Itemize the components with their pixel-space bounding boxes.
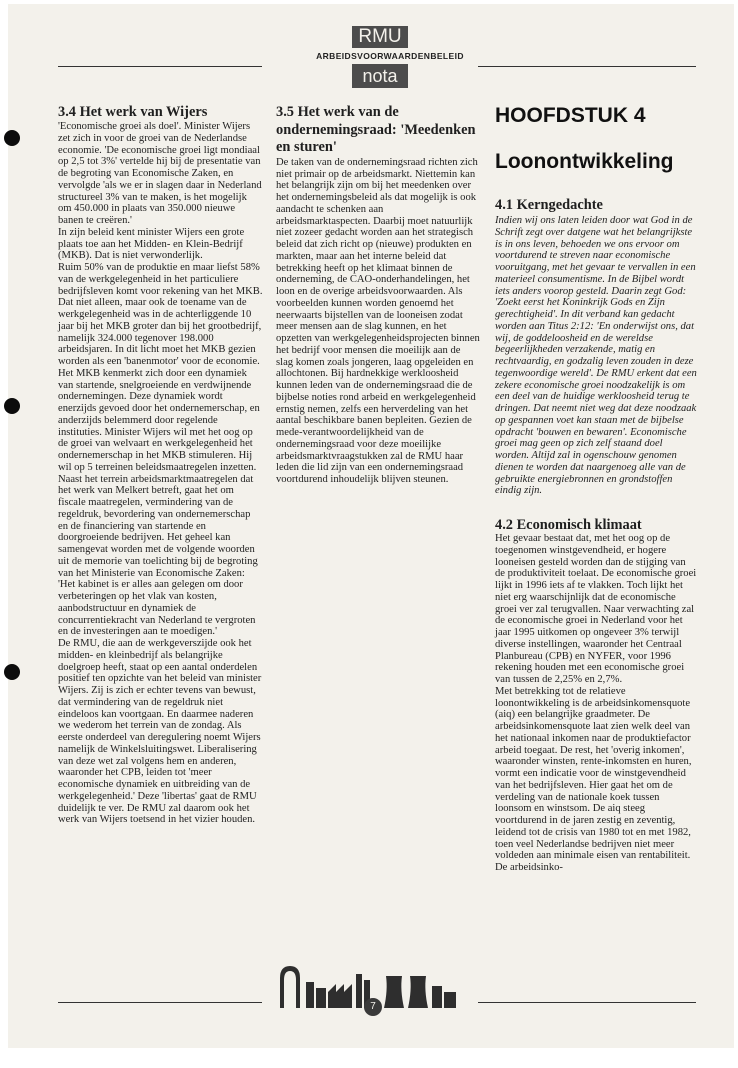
paragraph: De RMU, die aan de werkgeverszijde ook het midden- en kleinbedrijf als belangrijke doelgroep heeft, staat op een aantal onderdelen positief ten opzichte van het beleid van minister Wijers. Zij is zich er echter tevens van bewust, dat vermindering van de regeldruk niet eindeloos kan voortgaan. En daarmee naderen we wederom het terrein van de zondag. Als eerste onderdeel van deregulering noemt Wijers namelijk de Winkelsluitingswet. Liberalisering van deze wet zal volgens hem en anderen, waaronder het CPB, leiden tot 'meer economische dynamiek en uitbreiding van de werkgelegenheid.' Deze 'libertas' gaat de RMU duidelijk te ver. De RMU zal daarom ook het werk van Wijers toetsend in het vizier houden. xyxy=(58,638,262,826)
footer-rule-right xyxy=(478,1002,696,1003)
chapter-title: Loonontwikkeling xyxy=(495,150,674,173)
footer-rule-left xyxy=(58,1002,262,1003)
logo-band-text: ARBEIDSVOORWAARDENBELEID xyxy=(316,51,464,61)
section-title: 3.4 Het werk van Wijers xyxy=(58,104,208,120)
section-title: 4.1 Kerngedachte xyxy=(495,197,603,213)
column-left xyxy=(58,104,263,826)
paragraph: Het MKB kenmerkt zich door een dynamiek van startende, snelgroeiende en verdwijnende ondernemingen. Deze dynamiek wordt enerzijds gevoed door het ondernemerschap, en anderzijds belemmerd door regelende instituties. Minister Wijers wil met het oog op de groei van welvaart en werkgelegenheid het ondernemerschap in het MKB stimuleren. Hij wil op 5 terreinen beleidsmaatregelen inzetten. Naast het terrein arbeidsmarktmaatregelen dat het werk van Melkert betreft, gaat het om fiscale maatregelen, vermindering van de regeldruk, bevordering van ondernemerschap en de financiering van startende en doorgroeiende bedrijven. Het geheel kan samengevat worden met de volgende woorden uit de memorie van toelichting bij de begroting van het Ministerie van Economische Zaken: 'Het kabinet is er alles aan gelegen om door verbeteringen op het vlak van kosten, aanbodstructuur en dynamiek de concurrentiekracht van Nederland te vergroten en de investeringen aan te moedigen.' xyxy=(58,367,260,638)
rmu-nota-logo xyxy=(316,26,490,90)
logo-nota: nota xyxy=(352,64,408,88)
column-right xyxy=(495,104,698,874)
punch-hole xyxy=(4,130,20,146)
paragraph: De taken van de ondernemingsraad richten zich niet primair op de arbeidsmarkt. Niettemin kan het belangrijk zijn om bij het meedenken over het ondernemingsbeleid als dat mogelijk is ook aandacht te schenken aan arbeidsmarktaspecten. Daarbij moet natuurlijk niet zozeer gedacht worden aan het strategisch beleid dat zich richt op (nieuwe) produkten en markten, maar aan het interne beleid dat betrekking heeft op het klimaat binnen de onderneming, de CAO-onderhandelingen, het loon en de overige arbeidsvoorwaarden. Als voorbeelden kunnen worden genoemd het neerwaarts bijstellen van de looneisen zodat meer mensen aan de slag kunnen, en het opzetten van werkgelegenheidsprojecten binnen het bedrijf voor mensen die moeilijk aan de slag komen zoals jongeren, laag opgeleiden en allochtonen. Bij hardnekkige werkloosheid kunnen leden van de ondernemingsraad die de bijbelse noties rond arbeid en werkgelegenheid ernstig nemen, zelfs een herverdeling van het aantal beschikbare banen bepleiten. Gezien de mede-verantwoordelijkheid van de ondernemingsraad voor deze moeilijke arbeidsmarktvraagstukken zal de RMU haar leden die lid zijn van een ondernemingsraad voortdurend inhoudelijk blijven steunen. xyxy=(276,156,480,486)
logo-rmu: RMU xyxy=(352,26,408,48)
paragraph: In zijn beleid kent minister Wijers een grote plaats toe aan het Midden- en Klein-Bedrijf (MKB). Dat is niet verwonderlijk. xyxy=(58,226,245,262)
chapter-label: HOOFDSTUK 4 xyxy=(495,104,646,127)
punch-hole xyxy=(4,398,20,414)
column-middle xyxy=(276,104,480,486)
page-number: 7 xyxy=(364,998,382,1016)
punch-hole xyxy=(4,664,20,680)
header-rule-left xyxy=(58,66,262,67)
section-title: 4.2 Economisch klimaat xyxy=(495,517,642,533)
section-title: 3.5 Het werk van de ondernemingsraad: 'Meedenken en sturen' xyxy=(276,104,476,156)
paragraph: Het gevaar bestaat dat, met het oog op de toegenomen winstgevendheid, er hogere looneisen gesteld worden dan de stijging van de produktiviteit toelaat. De economische groei lijkt in 1996 iets af te vlakken. Toch lijkt het niet erg waarschijnlijk dat de economische groei ver zal terugvallen. Naar verwachting zal de economische groei in Nederland voor het jaar 1995 uitkomen op ongeveer 3% terwijl diverse instellingen, waaronder het Centraal Planbureau (CPB) en NYFER, voor 1996 rekening houden met een economische groei van tussen de 2,25% en 2,7%. xyxy=(495,533,697,685)
paragraph: 'Economische groei als doel'. Minister Wijers zet zich in voor de groei van de Nederlandse economie. 'De economische groei ligt mondiaal op 2,5 tot 3%' vertelde hij bij de presentatie van de begroting van Economische Zaken, en vervolgde 'als we er in slagen daar in Nederland structureel 3% van te maken, is het mogelijk om 450.000 in plaats van 350.000 nieuwe banen te creëren.' xyxy=(58,121,262,226)
header-rule-right xyxy=(478,66,696,67)
paragraph: Ruim 50% van de produktie en maar liefst 58% van de werkgelegenheid in het particuliere bedrijfsleven komt voor rekening van het MKB. Dat niet alleen, maar ook de toename van de werkgelegenheid was in de achterliggende 10 jaar bij het MKB groter dan bij het grootbedrijf, namelijk 324.000 tegenover 198.000 arbeidsjaren. In dit licht moet het MKB gezien worden als een 'banenmotor' voor de economie. xyxy=(58,262,263,367)
italic-paragraph: Indien wij ons laten leiden door wat God in de Schrift zegt over datgene wat het belangrijkste is in ons leven, behoeden we ons ervoor om voortdurend te streven naar economische vooruitgang, met het gevaar te vervallen in een materieel consumentisme. In de Bijbel wordt iets anders voorop gesteld. Daarin zegt God: 'Zoekt eerst het Koninkrijk Gods en Zijn gerechtigheid'. In dit verband kan gedacht worden aan Titus 2:12: 'En onderwijst ons, dat wij, de goddeloosheid en de wereldse begeerlijkheden verzakende, matig en rechtvaardig, en godzalig leven zouden in deze tegenwoordige wereld'. De RMU erkent dat een zekere economische groei noodzakelijk is om een deel van de huidige werkloosheid terug te dringen. Dat neemt niet weg dat deze noodzaak op gespannen voet kan staan met de bijbelse opdracht 'bouwen en bewaren'. Economische groei mag geen op zich zelf staand doel worden. Altijd zal in ogenschouw genomen dienen te worden dat naargenoeg alle van de gebruikte energiebronnen en grondstoffen eindig zijn. xyxy=(495,215,697,497)
paragraph: Met betrekking tot de relatieve loonontwikkeling is de arbeidsinkomensquote (aiq) een belangrijke graadmeter. De arbeidsinkomensquote laat zien welk deel van het nationaal inkomen naar de produktiefactor arbeid toegaat. De rest, het 'overig inkomen', waaronder winsten, rente-inkomsten en huren, vormt een indicatie voor de winstgevendheid van het bedrijfsleven. Hier gaat het om de verdeling van de nationale koek tussen loonsom en winstsom. De aiq steeg voortdurend in de jaren zestig en zeventig, leidend tot de crisis van 1980 tot en met 1982, toen veel Nederlandse bedrijven niet meer voldeden aan minimale eisen van rentabiliteit. De arbeidsinko- xyxy=(495,685,692,873)
